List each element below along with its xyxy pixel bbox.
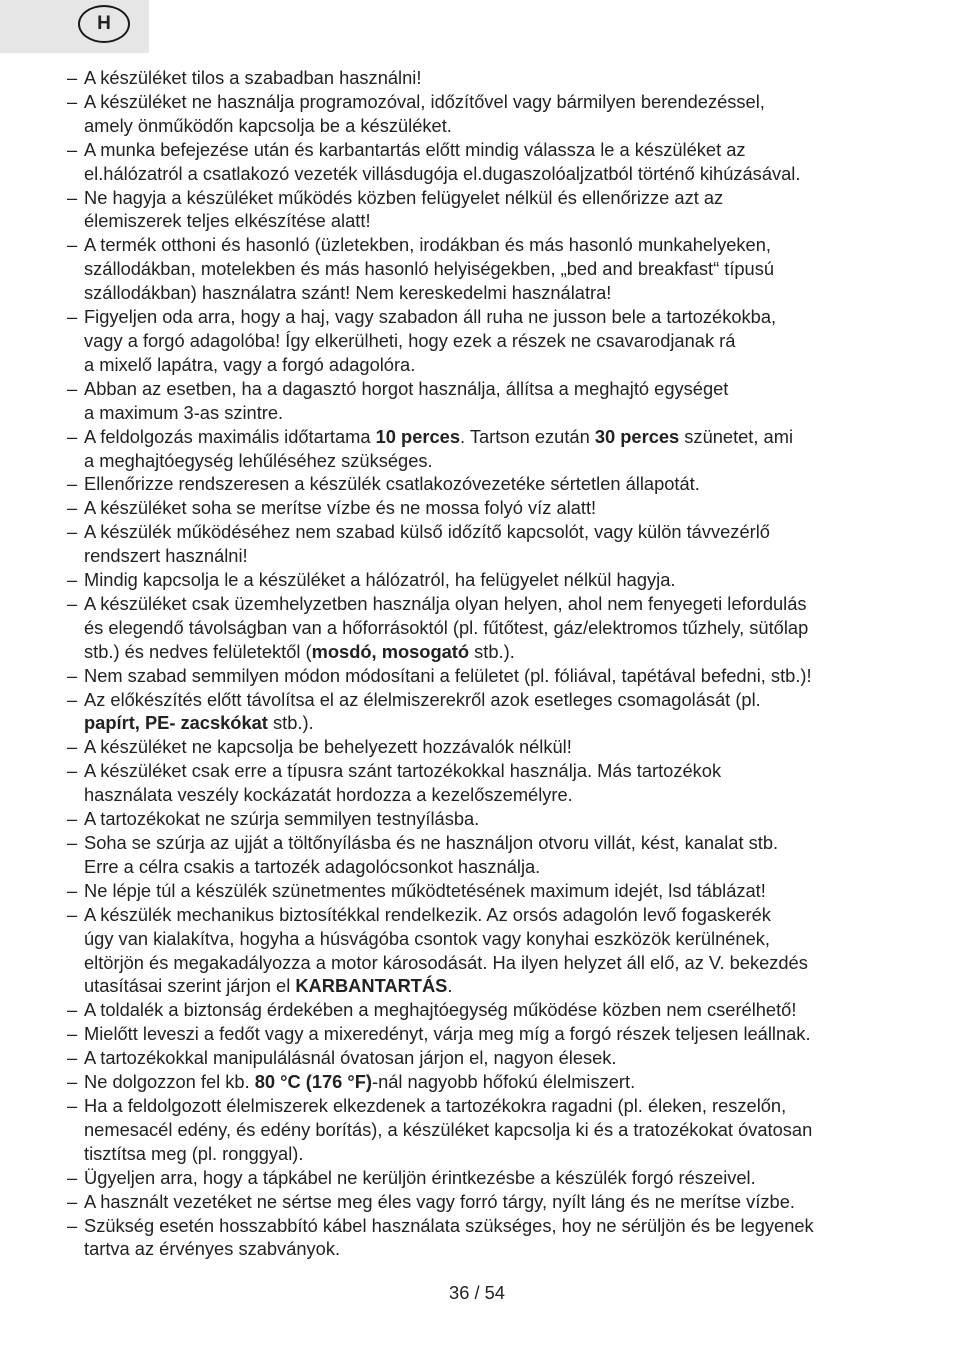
list-item <box>67 1070 899 1094</box>
bullet-dash: – <box>67 90 78 112</box>
bullet-dash: – <box>67 736 78 758</box>
list-item <box>67 759 899 807</box>
item-text: -nál nagyobb hőfokú élelmiszert. <box>371 1071 636 1093</box>
bullet-dash: – <box>67 688 78 710</box>
bullet-dash: – <box>67 1094 78 1116</box>
bullet-dash: – <box>67 497 78 519</box>
emphasis-text: 10 perces <box>375 425 460 447</box>
list-item <box>67 1022 899 1046</box>
bullet-dash: – <box>67 67 78 88</box>
list-item <box>67 1094 899 1166</box>
list-item <box>67 688 899 736</box>
language-tab <box>0 0 149 53</box>
item-text: Ne hagyja a készüléket működés közben felügyelet nélkül és ellenőrizze azt az élemiszerek teljes elkészítése alatt! <box>84 186 724 232</box>
emphasis-text: 30 perces <box>594 425 680 447</box>
item-text: A készüléket ne kapcsolja be behelyezett hozzávalók nélkül! <box>84 736 572 758</box>
item-text: A tartozékokat ne szúrja semmilyen testnyílásba. <box>84 808 480 830</box>
item-text: A készüléket tilos a szabadban használni! <box>84 67 422 88</box>
item-text: szünetet, ami a meghajtóegység lehűléséhez szükséges. <box>84 425 794 471</box>
list-item <box>67 1166 899 1190</box>
bullet-dash: – <box>67 1166 78 1188</box>
item-text: A készüléket csak üzemhelyzetben használja olyan helyen, ahol nem fenyegeti lefordulás és elegendő távolságban van a hőforrásoktól (pl. fűtőtest, gáz/elektromos tűzhely, sütőlap stb.) és nedves felületektől ( <box>84 592 809 662</box>
bullet-dash: – <box>67 999 78 1021</box>
item-text: A feldolgozás maximális időtartama <box>84 425 376 447</box>
list-item <box>67 233 899 305</box>
list-item <box>67 1214 899 1262</box>
item-text: Abban az esetben, ha a dagasztó horgot használja, állítsa a meghajtó egységet a maximum 3-as szintre. <box>84 377 729 423</box>
list-item <box>67 998 899 1022</box>
item-text: stb.). <box>267 712 314 734</box>
safety-instructions-list <box>67 66 899 1261</box>
item-text: A tartozékokkal manipulálásnál óvatosan járjon el, nagyon élesek. <box>84 1047 617 1069</box>
emphasis-text: mosdó, mosogató <box>311 640 470 662</box>
item-text: Soha se szúrja az ujját a töltőnyílásba és ne használjon otvoru villát, kést, kanalat stb. Erre a célra csakis a tartozék adagolócsonkot használja. <box>84 832 779 877</box>
bullet-dash: – <box>67 473 78 495</box>
item-text: Ellenőrizze rendszeresen a készülék csatlakozóvezetéke sértetlen állapotát. <box>84 473 700 495</box>
list-item <box>67 807 899 831</box>
item-text: Ne dolgozzon fel kb. <box>84 1071 255 1093</box>
bullet-dash: – <box>67 186 78 208</box>
item-text: A készüléket soha se merítse vízbe és ne mossa folyó víz alatt! <box>84 497 597 519</box>
item-text: A készülék működéséhez nem szabad külső időzítő kapcsolót, vagy külön távvezérlő rendszert használni! <box>84 521 770 567</box>
bullet-dash: – <box>67 808 78 830</box>
list-item <box>67 138 899 186</box>
bullet-dash: – <box>67 138 78 160</box>
bullet-dash: – <box>67 234 78 256</box>
list-item <box>67 472 899 496</box>
list-item <box>67 520 899 568</box>
list-item <box>67 831 899 879</box>
bullet-dash: – <box>67 306 78 328</box>
bullet-dash: – <box>67 1023 78 1045</box>
bullet-dash: – <box>67 377 78 399</box>
item-text: Mielőtt leveszi a fedőt vagy a mixeredényt, várja meg míg a forgó részek teljesen leállnak. <box>84 1023 811 1045</box>
item-text: A használt vezetéket ne sértse meg éles vagy forró tárgy, nyílt láng és ne merítse vízbe. <box>84 1190 795 1212</box>
bullet-dash: – <box>67 903 78 925</box>
language-badge: H <box>78 5 130 43</box>
emphasis-text: 80 °C (176 °F) <box>254 1071 372 1093</box>
item-text: Ne lépje túl a készülék szünetmentes működtetésének maximum idejét, lsd táblázat! <box>84 879 766 901</box>
bullet-dash: – <box>67 1071 78 1093</box>
emphasis-text: papírt, PE- zacskókat <box>84 712 268 734</box>
page-number: 36 / 54 <box>449 1282 505 1303</box>
bullet-dash: – <box>67 832 78 853</box>
item-text: Ügyeljen arra, hogy a tápkábel ne kerüljön érintkezésbe a készülék forgó részeivel. <box>84 1166 756 1188</box>
bullet-dash: – <box>67 592 78 614</box>
item-text: Figyeljen oda arra, hogy a haj, vagy szabadon áll ruha ne jusson bele a tartozékokba, vagy a forgó adagolóba! Így elkerülheti, hogy ezek a részek ne csavarodjanak rá a mixelő lapátra, vagy a forgó adagolóra. <box>84 306 777 375</box>
item-text: Mindig kapcsolja le a készüléket a hálózatról, ha felügyelet nélkül hagyja. <box>84 569 676 591</box>
item-text: A munka befejezése után és karbantartás előtt mindig válassza le a készüléket az el.hálózatról a csatlakozó vezeték villásdugója el.dugaszolóaljzatból történő kihúzásával. <box>84 138 801 184</box>
item-text: Az előkészítés előtt távolítsa el az élelmiszerekről azok esetleges csomagolását (pl. <box>84 688 761 710</box>
list-item <box>67 186 899 234</box>
list-item <box>67 1190 899 1214</box>
list-item <box>67 664 899 688</box>
item-text: A készüléket ne használja programozóval, időzítővel vagy bármilyen berendezéssel, amely önműködőn kapcsolja be a készüléket. <box>84 90 765 136</box>
list-item <box>67 496 899 520</box>
list-item <box>67 305 899 377</box>
bullet-dash: – <box>67 569 78 591</box>
bullet-dash: – <box>67 760 78 782</box>
list-item <box>67 879 899 903</box>
bullet-dash: – <box>67 879 78 901</box>
item-text: Ha a feldolgozott élelmiszerek elkezdenek a tartozékokra ragadni (pl. éleken, reszelőn, nemesacél edény, és edény borítás), a készüléket kapcsolja ki és a tratozékokat óvatosan tisztítsa meg (pl. ronggyal). <box>84 1094 813 1164</box>
item-text: stb.). <box>469 640 515 662</box>
list-item <box>67 1046 899 1070</box>
item-text: A toldalék a biztonság érdekében a meghajtóegység működése közben nem cserélhető! <box>84 999 797 1021</box>
item-text: . <box>447 975 453 997</box>
list-item <box>67 592 899 664</box>
item-text: Nem szabad semmilyen módon módosítani a felületet (pl. fóliával, tapétával befedni, stb.)! <box>84 664 812 686</box>
list-item <box>67 735 899 759</box>
bullet-dash: – <box>67 664 78 686</box>
bullet-dash: – <box>67 1047 78 1069</box>
item-text: A készülék mechanikus biztosítékkal rendelkezik. Az orsós adagolón levő fogaskerék úgy van kialakítva, hogyha a húsvágóba csontok vagy konyhai eszközök kerülnének, eltörjön és megakadályozza a motor károsodását. Ha ilyen helyzet áll elő, az V. bekezdés utasításai szerint járjon el <box>84 903 808 997</box>
item-text: A termék otthoni és hasonló (üzletekben, irodákban és más hasonló munkahelyeken, szállodákban, motelekben és más hasonló helyiségekben, „bed and breakfast“ típusú szállodákban) használatra szánt! Nem kereskedelmi használatra! <box>84 234 775 304</box>
emphasis-text: KARBANTARTÁS <box>295 975 448 997</box>
list-item <box>67 66 899 90</box>
bullet-dash: – <box>67 1190 78 1212</box>
item-text: Szükség esetén hosszabbító kábel használata szükséges, hoy ne sérüljön és be legyenek tartva az érvényes szabványok. <box>84 1214 814 1260</box>
bullet-dash: – <box>67 1214 78 1236</box>
bullet-dash: – <box>67 425 78 447</box>
list-item <box>67 425 899 473</box>
item-text: A készüléket csak erre a típusra szánt tartozékokkal használja. Más tartozékok használata veszély kockázatát hordozza a kezelőszemélyre. <box>84 760 722 806</box>
list-item <box>67 903 899 999</box>
list-item <box>67 568 899 592</box>
list-item <box>67 377 899 425</box>
bullet-dash: – <box>67 521 78 543</box>
list-item <box>67 90 899 138</box>
item-text: . Tartson ezután <box>460 425 595 447</box>
